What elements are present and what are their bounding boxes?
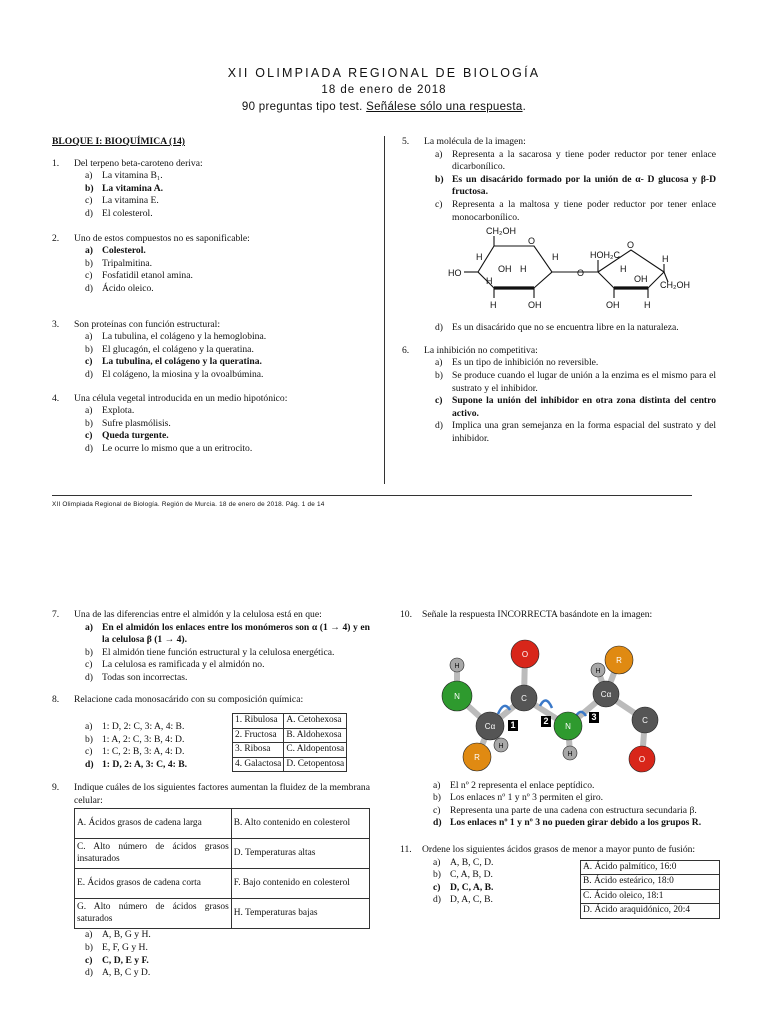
option-list xyxy=(402,149,716,225)
left-column-page1 xyxy=(52,136,370,455)
option-text: 1: D, 2: C, 3: A, 4: B. xyxy=(102,721,185,733)
option-letter: d) xyxy=(85,671,93,683)
option-text: A, B, C y D. xyxy=(102,967,151,979)
option-text: Los enlaces nº 1 y nº 3 no pueden girar debido a los grupos R. xyxy=(450,817,702,829)
table-cell: E. Ácidos grasos de cadena corta xyxy=(75,869,232,899)
fluidity-factors-table xyxy=(74,808,370,929)
option-list xyxy=(52,170,370,220)
option-text: El colesterol. xyxy=(102,207,153,219)
atom-label: R xyxy=(474,752,480,762)
answer-option[interactable] xyxy=(85,170,370,183)
answer-option[interactable] xyxy=(435,174,716,199)
question-10-stem: 10. Señale la respuesta INCORRECTA basándote en la imagen: xyxy=(400,609,653,620)
table-cell: C. Alto número de ácidos grasos insaturados xyxy=(75,839,232,869)
option-letter: a) xyxy=(85,929,93,941)
option-text: Tripalmitina. xyxy=(102,257,153,269)
peptide-diagram xyxy=(400,622,722,780)
option-letter: a) xyxy=(433,779,441,791)
option-letter: a) xyxy=(435,148,443,160)
option-letter: c) xyxy=(85,195,93,207)
question-number: 1. xyxy=(52,157,60,169)
question-stem xyxy=(52,233,370,246)
column-divider xyxy=(384,136,385,484)
mol-oh: OH xyxy=(634,274,648,285)
option-text: E, F, G y H. xyxy=(102,941,148,953)
mol-oh: OH xyxy=(528,300,542,311)
table-cell: A. Ácidos grasos de cadena larga xyxy=(75,809,232,839)
option-text: C, A, B, D. xyxy=(450,869,493,881)
mol-h: H xyxy=(662,254,669,265)
option-list xyxy=(52,331,370,381)
table-cell: A. Cetohexosa xyxy=(284,714,347,729)
atom-label: Cα xyxy=(600,689,612,699)
right-column-page2 xyxy=(400,609,722,919)
question-stem xyxy=(402,136,716,149)
option-letter: c) xyxy=(85,659,93,671)
option-text: Representa una parte de una cadena con estructura secundaria β. xyxy=(450,804,697,816)
mol-h: H xyxy=(520,264,527,275)
question-4 xyxy=(52,393,370,456)
option-letter: d) xyxy=(85,282,93,294)
answer-option[interactable] xyxy=(85,955,370,968)
mol-ch2oh-right: CH₂OH xyxy=(660,280,690,291)
mol-h: H xyxy=(620,264,627,275)
question-10-options xyxy=(400,780,722,830)
question-text: Una de las diferencias entre el almidón y la celulosa está en que: xyxy=(74,609,322,620)
atom-label: H xyxy=(454,662,460,670)
question-5-option-d xyxy=(402,322,716,335)
question-number: 7. xyxy=(52,609,60,620)
question-number: 3. xyxy=(52,318,60,330)
table-cell: 2. Fructosa xyxy=(233,728,284,743)
option-list xyxy=(52,929,370,979)
answer-option[interactable] xyxy=(85,721,230,734)
mol-ring-o2: O xyxy=(627,240,635,251)
table-row xyxy=(581,904,720,919)
option-text: Es un disacárido que no se encuentra libre en la naturaleza. xyxy=(452,322,679,334)
option-text: Implica una gran semejanza en la forma espacial del sustrato y del inhibidor. xyxy=(452,420,716,444)
option-text: Representa a la maltosa y tiene poder reductor por tener enlace monocarbonílico. xyxy=(452,198,716,223)
mol-oh: OH xyxy=(606,300,620,311)
option-list xyxy=(52,721,230,771)
answer-option[interactable] xyxy=(85,759,230,772)
atom-label: C xyxy=(521,693,527,703)
answer-option[interactable] xyxy=(433,882,548,895)
answer-option[interactable] xyxy=(85,208,370,221)
option-letter: b) xyxy=(85,417,93,429)
answer-option[interactable] xyxy=(435,322,716,335)
answer-option[interactable] xyxy=(85,405,370,418)
answer-option[interactable] xyxy=(435,420,716,445)
table-row xyxy=(75,809,370,839)
option-letter: a) xyxy=(435,357,443,369)
peptide-svg xyxy=(400,622,722,780)
question-8-options xyxy=(52,713,230,771)
option-text: 1: A, 2: C, 3: B, 4: D. xyxy=(102,733,185,745)
answer-option[interactable] xyxy=(85,967,370,980)
mol-bridge-o: O xyxy=(577,268,585,279)
question-text: Una célula vegetal introducida en un medio hipotónico: xyxy=(74,392,288,404)
question-2 xyxy=(52,233,370,296)
option-list xyxy=(52,245,370,295)
option-text: 1: D, 2: A, 3: C, 4: B. xyxy=(102,758,188,770)
answer-option[interactable] xyxy=(85,622,370,647)
option-letter: b) xyxy=(85,733,93,745)
answer-option[interactable] xyxy=(433,805,722,818)
option-letter: b) xyxy=(435,173,444,185)
answer-option[interactable] xyxy=(85,270,370,283)
answer-option[interactable] xyxy=(85,344,370,357)
option-list xyxy=(402,322,716,335)
question-number: 4. xyxy=(52,392,60,404)
option-letter: d) xyxy=(435,420,443,432)
option-text: La tubulina, el colágeno y la hemoglobina. xyxy=(102,331,267,343)
option-text: D, A, C, B. xyxy=(450,894,493,906)
mol-oh: OH xyxy=(498,264,512,275)
option-list xyxy=(400,780,722,830)
atom-label: H xyxy=(567,750,573,758)
question-text: La inhibición no competitiva: xyxy=(424,344,538,356)
option-letter: a) xyxy=(85,245,93,257)
answer-option[interactable] xyxy=(85,443,370,456)
question-stem xyxy=(52,393,370,406)
atom-label: C xyxy=(642,715,648,725)
option-letter: b) xyxy=(85,182,94,194)
option-text: 1: C, 2: B, 3: A, 4: D. xyxy=(102,746,185,758)
question-number: 6. xyxy=(402,344,410,356)
atom-label: O xyxy=(638,754,646,764)
option-text: Queda turgente. xyxy=(102,430,169,442)
question-6 xyxy=(402,345,716,446)
answer-option[interactable] xyxy=(85,929,370,942)
exam-title: XII OLIMPIADA REGIONAL DE BIOLOGÍA xyxy=(227,66,541,80)
answer-option[interactable] xyxy=(433,894,548,907)
question-number: 2. xyxy=(52,232,60,244)
atom-label: H xyxy=(498,742,504,750)
table-row xyxy=(233,728,347,743)
option-list xyxy=(402,357,716,445)
answer-option[interactable] xyxy=(85,734,230,747)
option-text: La vitamina B₁. xyxy=(102,170,163,182)
atom-label: Cα xyxy=(484,721,496,731)
option-text: C, D, E y F. xyxy=(102,954,149,966)
question-1 xyxy=(52,158,370,221)
page-rule xyxy=(52,495,692,496)
option-text: Todas son incorrectas. xyxy=(102,671,188,683)
option-text: D, C, A, B. xyxy=(450,881,494,893)
answer-option[interactable] xyxy=(85,258,370,271)
sucrose-molecule-svg xyxy=(402,224,716,320)
sucrose-molecule-diagram xyxy=(402,224,716,320)
mol-ho: HO xyxy=(448,268,462,279)
option-letter: d) xyxy=(85,368,93,380)
option-list xyxy=(52,405,370,455)
answer-option[interactable] xyxy=(433,792,722,805)
answer-option[interactable] xyxy=(85,418,370,431)
option-letter: c) xyxy=(433,881,441,893)
answer-option[interactable] xyxy=(435,199,716,224)
option-letter: c) xyxy=(433,804,441,816)
mol-ring-o1: O xyxy=(528,236,536,247)
option-letter: b) xyxy=(85,257,93,269)
question-stem xyxy=(402,345,716,358)
table-cell: 3. Ribosa xyxy=(233,743,284,758)
exam-instructions: 90 preguntas tipo test. Señálese sólo una respuesta. xyxy=(241,101,527,113)
option-letter: c) xyxy=(85,746,93,758)
option-letter: a) xyxy=(85,405,93,417)
answer-option[interactable] xyxy=(85,183,370,196)
answer-option[interactable] xyxy=(85,659,370,672)
question-stem xyxy=(52,158,370,171)
atom-label: H xyxy=(595,667,601,675)
option-text: Le ocurre lo mismo que a un eritrocito. xyxy=(102,442,253,454)
option-list xyxy=(52,622,370,685)
atom-label: R xyxy=(616,655,622,665)
option-text: Los enlaces nº 1 y nº 3 permiten el giro. xyxy=(450,792,604,804)
mol-h: H xyxy=(552,252,559,263)
option-text: Es un tipo de inhibición no reversible. xyxy=(452,357,599,369)
option-letter: c) xyxy=(435,395,443,407)
option-text: El glucagón, el colágeno y la queratina. xyxy=(102,343,254,355)
option-letter: b) xyxy=(433,792,441,804)
table-cell: C. Aldopentosa xyxy=(284,743,347,758)
answer-option[interactable] xyxy=(433,857,548,870)
table-row xyxy=(75,899,370,929)
answer-option[interactable] xyxy=(435,395,716,420)
option-letter: b) xyxy=(433,869,441,881)
option-letter: c) xyxy=(85,430,93,442)
answer-option[interactable] xyxy=(85,356,370,369)
option-letter: d) xyxy=(85,758,94,770)
option-letter: c) xyxy=(85,954,93,966)
option-letter: d) xyxy=(85,967,93,979)
mol-ch2oh-top: CH₂OH xyxy=(486,226,516,237)
option-letter: a) xyxy=(85,721,93,733)
option-text: Ácido oleico. xyxy=(102,282,154,294)
option-text: El almidón tiene función estructural y la celulosa energética. xyxy=(102,646,335,658)
exam-date: 18 de enero de 2018 xyxy=(321,84,447,96)
option-text: La celulosa es ramificada y el almidón no. xyxy=(102,659,265,671)
mol-hoh2c: HOH₂C xyxy=(590,250,620,261)
question-9: 9. Indique cuáles de los siguientes factores aumentan la fluidez de la membrana celular: A. Ácidos grasos de cadena larga B. Alto contenido en colesterol C. Alto número de ácidos grasos insaturados D. Temperaturas altas E. Ácidos grasos de cadena corta F. Bajo contenido en colesterol G. Alto número de ácidos grasos saturados H. Temperaturas bajas a) A, B, G y H. b) E, F, G y H. c) C, D, E y F. d) A, B, C y D. xyxy=(52,782,370,979)
option-letter: c) xyxy=(85,270,93,282)
question-8: 8. Relacione cada monosacárido con su composición química: a) 1: D, 2: C, 3: A, 4: B. b) 1: A, 2: C, 3: B, 4: D. c) 1: C, 2: B, 3: A, 4: D. d) 1: D, 2: A, 3: C, 4: B. 1. Ribulosa A. Cetohexosa 2. Fructosa B. Aldohexosa 3. Ribosa C. Aldopentosa 4. Galactosa D. Cetopentosa xyxy=(52,694,370,773)
option-text: Explota. xyxy=(102,405,135,417)
option-letter: a) xyxy=(85,621,93,633)
question-3 xyxy=(52,319,370,382)
table-cell: C. Ácido oleico, 18:1 xyxy=(581,889,720,904)
option-text: Es un disacárido formado por la unión de α- D glucosa y β-D fructosa. xyxy=(452,173,716,198)
option-text: Fosfatidil etanol amina. xyxy=(102,270,193,282)
table-row xyxy=(233,743,347,758)
answer-option[interactable] xyxy=(435,357,716,370)
option-text: Representa a la sacarosa y tiene poder reductor por tener enlace dicarbonílico. xyxy=(452,148,716,173)
monosaccharide-table xyxy=(232,713,347,772)
question-text: Uno de estos compuestos no es saponificable: xyxy=(74,232,250,244)
table-cell: 4. Galactosa xyxy=(233,757,284,772)
table-row xyxy=(581,860,720,875)
answer-option[interactable] xyxy=(85,331,370,344)
option-letter: d) xyxy=(433,817,442,829)
question-stem xyxy=(52,319,370,332)
bond-number: 3 xyxy=(591,711,597,722)
table-cell: D. Ácido araquidónico, 20:4 xyxy=(581,904,720,919)
atom-label: O xyxy=(521,649,529,659)
answer-option[interactable] xyxy=(85,746,230,759)
table-row xyxy=(233,757,347,772)
atom-label: N xyxy=(565,721,571,731)
mol-h: H xyxy=(490,300,497,311)
option-letter: d) xyxy=(85,442,93,454)
section-heading: BLOQUE I: BIOQUÍMICA (14) xyxy=(52,136,185,147)
option-letter: c) xyxy=(85,356,93,368)
answer-option[interactable] xyxy=(85,369,370,382)
table-cell: D. Cetopentosa xyxy=(284,757,347,772)
bond-number: 2 xyxy=(543,715,549,726)
option-text: La tubulina, el colágeno y la queratina. xyxy=(102,356,262,368)
atom-label: N xyxy=(454,691,460,701)
table-cell: F. Bajo contenido en colesterol xyxy=(231,869,369,899)
option-letter: b) xyxy=(85,343,93,355)
option-text: La vitamina A. xyxy=(102,182,164,194)
question-text: La molécula de la imagen: xyxy=(424,136,526,147)
option-letter: d) xyxy=(435,322,443,334)
table-row xyxy=(75,869,370,899)
table-cell: A. Ácido palmítico, 16:0 xyxy=(581,860,720,875)
option-text: La vitamina E. xyxy=(102,195,159,207)
option-letter: b) xyxy=(85,646,93,658)
option-list xyxy=(400,857,548,907)
table-cell: B. Alto contenido en colesterol xyxy=(231,809,369,839)
answer-option[interactable] xyxy=(433,780,722,793)
mol-h: H xyxy=(486,276,493,287)
option-text: Se produce cuando el lugar de unión a la enzima es el mismo para el sustrato y el inhibidor. xyxy=(452,369,716,394)
question-5 xyxy=(402,136,716,224)
answer-option[interactable] xyxy=(85,672,370,685)
table-cell: 1. Ribulosa xyxy=(233,714,284,729)
answer-option[interactable] xyxy=(433,817,722,830)
right-column-page1 xyxy=(402,136,716,446)
option-text: Colesterol. xyxy=(102,245,146,257)
option-letter: a) xyxy=(85,170,93,182)
question-7 xyxy=(52,609,370,685)
bond-number: 1 xyxy=(510,719,516,730)
question-9-options xyxy=(52,929,370,979)
option-text: El nº 2 representa el enlace peptídico. xyxy=(450,779,595,791)
option-letter: d) xyxy=(433,894,441,906)
fatty-acids-table xyxy=(580,860,720,919)
table-cell: B. Aldohexosa xyxy=(284,728,347,743)
option-text: En el almidón los enlaces entre los monómeros son α (1 → 4) y en la celulosa β (1 → 4). xyxy=(102,621,370,646)
option-text: Supone la unión del inhibidor en otra zona distinta del centro activo. xyxy=(452,395,716,419)
option-letter: c) xyxy=(435,198,443,210)
mol-h: H xyxy=(476,252,483,263)
option-text: El colágeno, la miosina y la ovoalbúmina. xyxy=(102,368,264,380)
table-row xyxy=(581,875,720,890)
option-letter: b) xyxy=(85,941,93,953)
answer-option[interactable] xyxy=(85,430,370,443)
option-letter: d) xyxy=(85,207,93,219)
question-stem xyxy=(52,609,370,622)
page-footer: XII Olimpiada Regional de Biología. Región de Murcia. 18 de enero de 2018. Pág. 1 de 14 xyxy=(52,501,325,508)
table-row xyxy=(75,839,370,869)
option-text: A, B, C, D. xyxy=(450,856,494,868)
table-row xyxy=(581,889,720,904)
question-11: 11. Ordene los siguientes ácidos grasos de menor a mayor punto de fusión: a) A, B, C, D. b) C, A, B, D. c) D, C, A, B. d) D, A, C, B. A. Ácido palmítico, 16:0 B. Ácido esteárico, 18:0 C. Ácido oleico, 18:1 D. Ácido araquidónico, 20:4 xyxy=(400,844,722,919)
answer-option[interactable] xyxy=(85,942,370,955)
question-number: 5. xyxy=(402,136,410,147)
option-letter: a) xyxy=(85,331,93,343)
option-text: A, B, G y H. xyxy=(102,929,151,941)
option-letter: b) xyxy=(435,369,443,381)
answer-option[interactable] xyxy=(435,149,716,174)
answer-option[interactable] xyxy=(433,869,548,882)
question-11-options xyxy=(400,857,548,907)
table-cell: H. Temperaturas bajas xyxy=(231,899,369,929)
left-column-page2 xyxy=(52,609,370,980)
answer-option[interactable] xyxy=(85,245,370,258)
question-text: Del terpeno beta-caroteno deriva: xyxy=(74,157,203,169)
answer-option[interactable] xyxy=(85,647,370,660)
answer-option[interactable] xyxy=(85,195,370,208)
table-cell: B. Ácido esteárico, 18:0 xyxy=(581,875,720,890)
mol-h: H xyxy=(644,300,651,311)
answer-option[interactable] xyxy=(435,370,716,395)
question-text: Son proteínas con función estructural: xyxy=(74,318,221,330)
option-text: Sufre plasmólisis. xyxy=(102,417,171,429)
option-letter: a) xyxy=(433,856,441,868)
table-cell: G. Alto número de ácidos grasos saturados xyxy=(75,899,232,929)
answer-option[interactable] xyxy=(85,283,370,296)
table-cell: D. Temperaturas altas xyxy=(231,839,369,869)
table-row xyxy=(233,714,347,729)
